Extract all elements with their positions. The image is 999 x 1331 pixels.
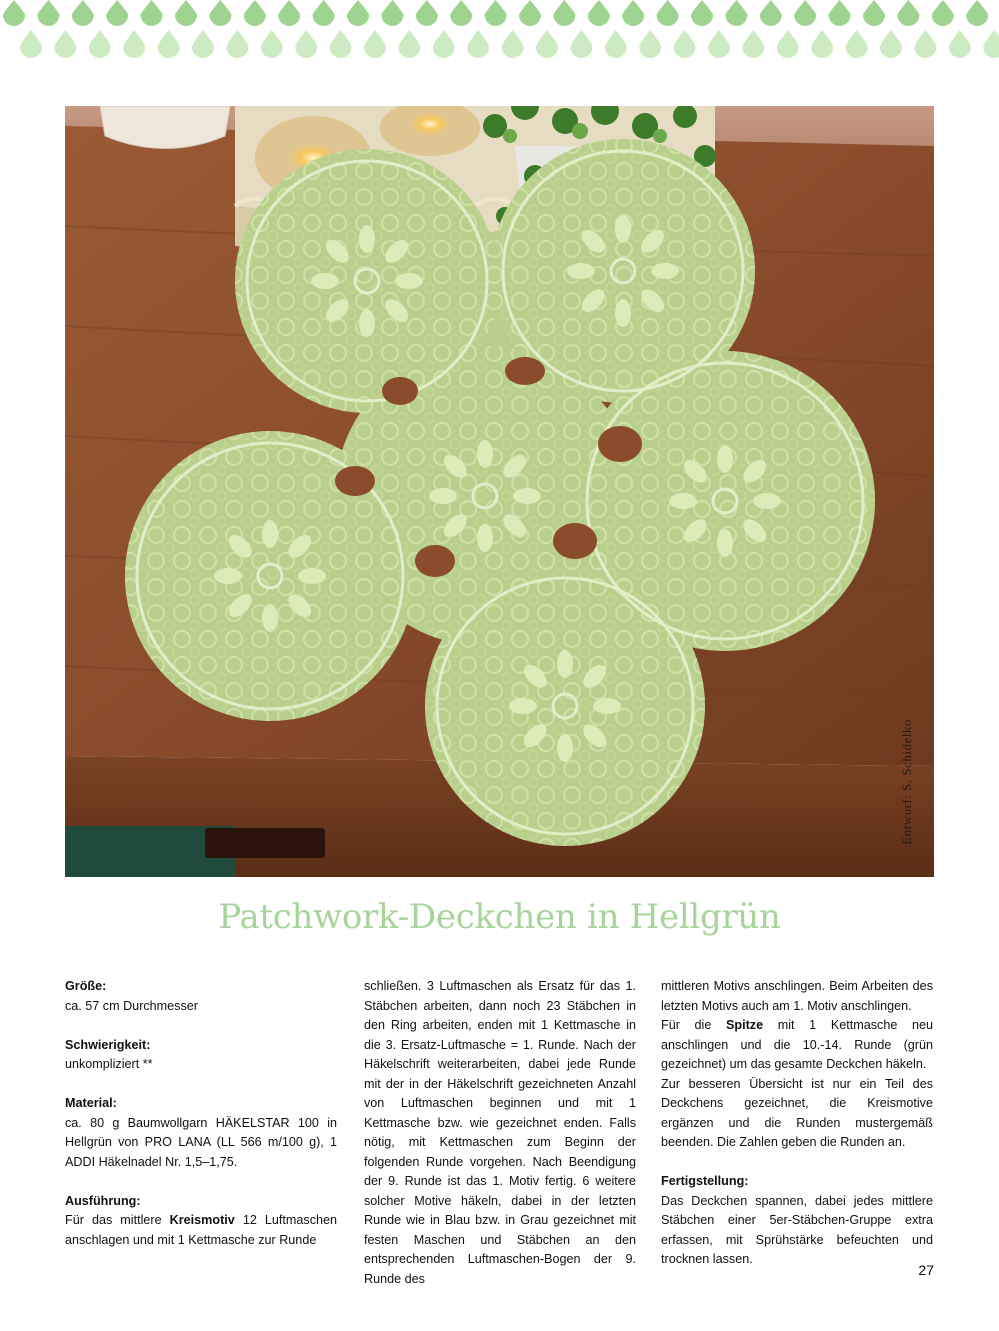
column-2 [364,977,636,1289]
edging-text-end: mit 1 Kettmasche neu anschlingen und die 10.-14. Runde (grün gezeichnet) um das gesamte Deckchen häkeln. [661,1018,933,1071]
drop-shape [725,0,747,26]
drop-shape [691,0,713,26]
size-value: ca. 57 cm Durchmesser [65,998,198,1013]
size-heading: Größe: [65,979,107,993]
drop-shape [141,0,163,26]
execution-text-start: Für das mittlere [65,1213,170,1227]
execution-text [65,1211,337,1250]
doily-photo [65,106,934,877]
drop-shape [605,30,627,58]
drop-shape [519,0,541,26]
rosette-petal [753,493,781,509]
drop-shape [37,0,59,26]
execution-keyword: Kreismotiv [169,1213,235,1227]
material-text: ca. 80 g Baumwollgarn HÄKELSTAR 100 in Hellgrün von PRO LANA (LL 566 m/100 g), 1 ADDI Häkelnadel Nr. 1,5–1,75. [65,1115,337,1169]
drop-shape [158,30,180,58]
photo-credit-text: Entwurf: S. Schidelko [899,719,914,845]
rosette-petal [717,529,733,557]
finishing-text: Das Deckchen spannen, dabei jedes mittlere Stäbchen einer 5er-Stäbchen-Gruppe extra erfassen, mit Sprühstärke befeuchten und trocknen lassen. [661,1193,933,1266]
drop-shape [175,0,197,26]
drop-shape [674,30,696,58]
rosette-petal [557,734,573,762]
drop-shape [914,30,936,58]
rosette-petal [509,698,537,714]
execution-heading: Ausführung: [65,1193,141,1208]
drop-shape [72,0,94,26]
top-drop-border [0,0,999,64]
drop-shape [897,0,919,26]
drop-shape [536,30,558,58]
rosette-petal [429,488,457,504]
drop-shape [846,30,868,58]
rosette-petal [262,520,278,548]
rosette-petal [615,299,631,327]
drop-shape [3,0,25,26]
drop-shape [708,30,730,58]
rosette-petal [477,524,493,552]
drop-shape [106,0,128,26]
rosette-petal [651,263,679,279]
drop-shape [450,0,472,26]
rosette-petal [567,263,595,279]
rosette-petal [395,273,423,289]
page-title: Patchwork-Deckchen in Hellgrün [218,897,781,937]
rosette-petal [593,698,621,714]
drop-shape [760,0,782,26]
drop-shape [192,30,214,58]
edging-keyword: Spitze [726,1018,764,1032]
instructions-text: schließen. 3 Luftmaschen als Ersatz für das 1. Stäbchen arbeiten, dann noch 23 Stäbchen in den Ring arbeiten, enden mit 1 Kettmasche in die 3. Ersatz-Luftmasche = 1. Runde. Nach der Häkelschrift weiterarbeiten, dabei jede Runde mit der in der Häkelschrift gezeichneten Anzahl von Luftmaschen beginnen und mit 1 Kettmasche bzw. wie gezeichnet enden. Falls nötig, mit Kettmaschen zum Beginn der folgenden Runde vorgehen. Nach Beendigung der 9. Runde ist das 1. Motiv fertig. 6 weitere solcher Motive häkeln, dabei in der letzten Runde wie in Blau bzw. in Grau gezeichnet mit festen Maschen und Stäbchen an den entsprechenden Luftmaschen-Bogen der 9. Runde des [364,979,636,1286]
drop-shape [588,0,610,26]
drop-shape [657,0,679,26]
edging-text [661,1016,933,1075]
drop-shape [295,30,317,58]
drop-shape [811,30,833,58]
joining-text: mittleren Motivs anschlingen. Beim Arbeiten des letzten Motivs auch am 1. Motiv anschlingen. [661,979,933,1013]
rosette-petal [717,445,733,473]
drop-shape [20,30,42,58]
drop-shape [639,30,661,58]
drop-shape [209,0,231,26]
drop-shape [313,0,335,26]
drop-shape [932,0,954,26]
drop-shape [54,30,76,58]
drop-shape [794,0,816,26]
drop-shape [966,0,988,26]
drop-shape [123,30,145,58]
drop-shape [416,0,438,26]
drop-shape [398,30,420,58]
drop-shape [347,0,369,26]
drop-shape [570,30,592,58]
rosette-petal [262,604,278,632]
drop-shape [880,30,902,58]
drop-shape [742,30,764,58]
drop-shape [226,30,248,58]
drop-shape [467,30,489,58]
column-1 [65,977,337,1250]
drop-shape [553,0,575,26]
rosette-petal [557,650,573,678]
rosette-petal [669,493,697,509]
rosette-petal [214,568,242,584]
drop-shape [330,30,352,58]
edging-text-start: Für die [661,1018,726,1032]
drop-shape [622,0,644,26]
finishing-heading: Fertigstellung: [661,1174,749,1188]
drop-shape [485,0,507,26]
rosette-petal [311,273,339,289]
overview-text: Zur besseren Übersicht ist nur ein Teil des Deckchens gezeichnet, die Kreismotive ergänzen und die Runden mustergemäß beenden. Die Zahlen geben die Runden an. [661,1076,933,1149]
difficulty-value: unkompliziert ** [65,1057,153,1071]
rosette-petal [615,215,631,243]
drop-shape [863,0,885,26]
drop-shape [364,30,386,58]
photo-credit [897,707,917,857]
rosette-petal [477,440,493,468]
drop-shape [433,30,455,58]
rosette-petal [359,225,375,253]
execution-text-end: 12 Luftmaschen anschlagen und mit 1 Kettmasche zur Runde [65,1213,337,1247]
material-heading: Material: [65,1096,117,1110]
page-number: 27 [918,1262,934,1278]
difficulty-heading: Schwierigkeit: [65,1037,151,1052]
drop-shape [261,30,283,58]
drop-shape [777,30,799,58]
rosette-petal [359,309,375,337]
drop-shape [381,0,403,26]
drop-shape [983,30,999,58]
rosette-petal [298,568,326,584]
drop-shape [244,0,266,26]
drop-shape [949,30,971,58]
rosette-petal [513,488,541,504]
column-3 [661,977,933,1270]
drop-shape [278,0,300,26]
drop-shape [502,30,524,58]
drop-shape [89,30,111,58]
drop-shape [829,0,851,26]
